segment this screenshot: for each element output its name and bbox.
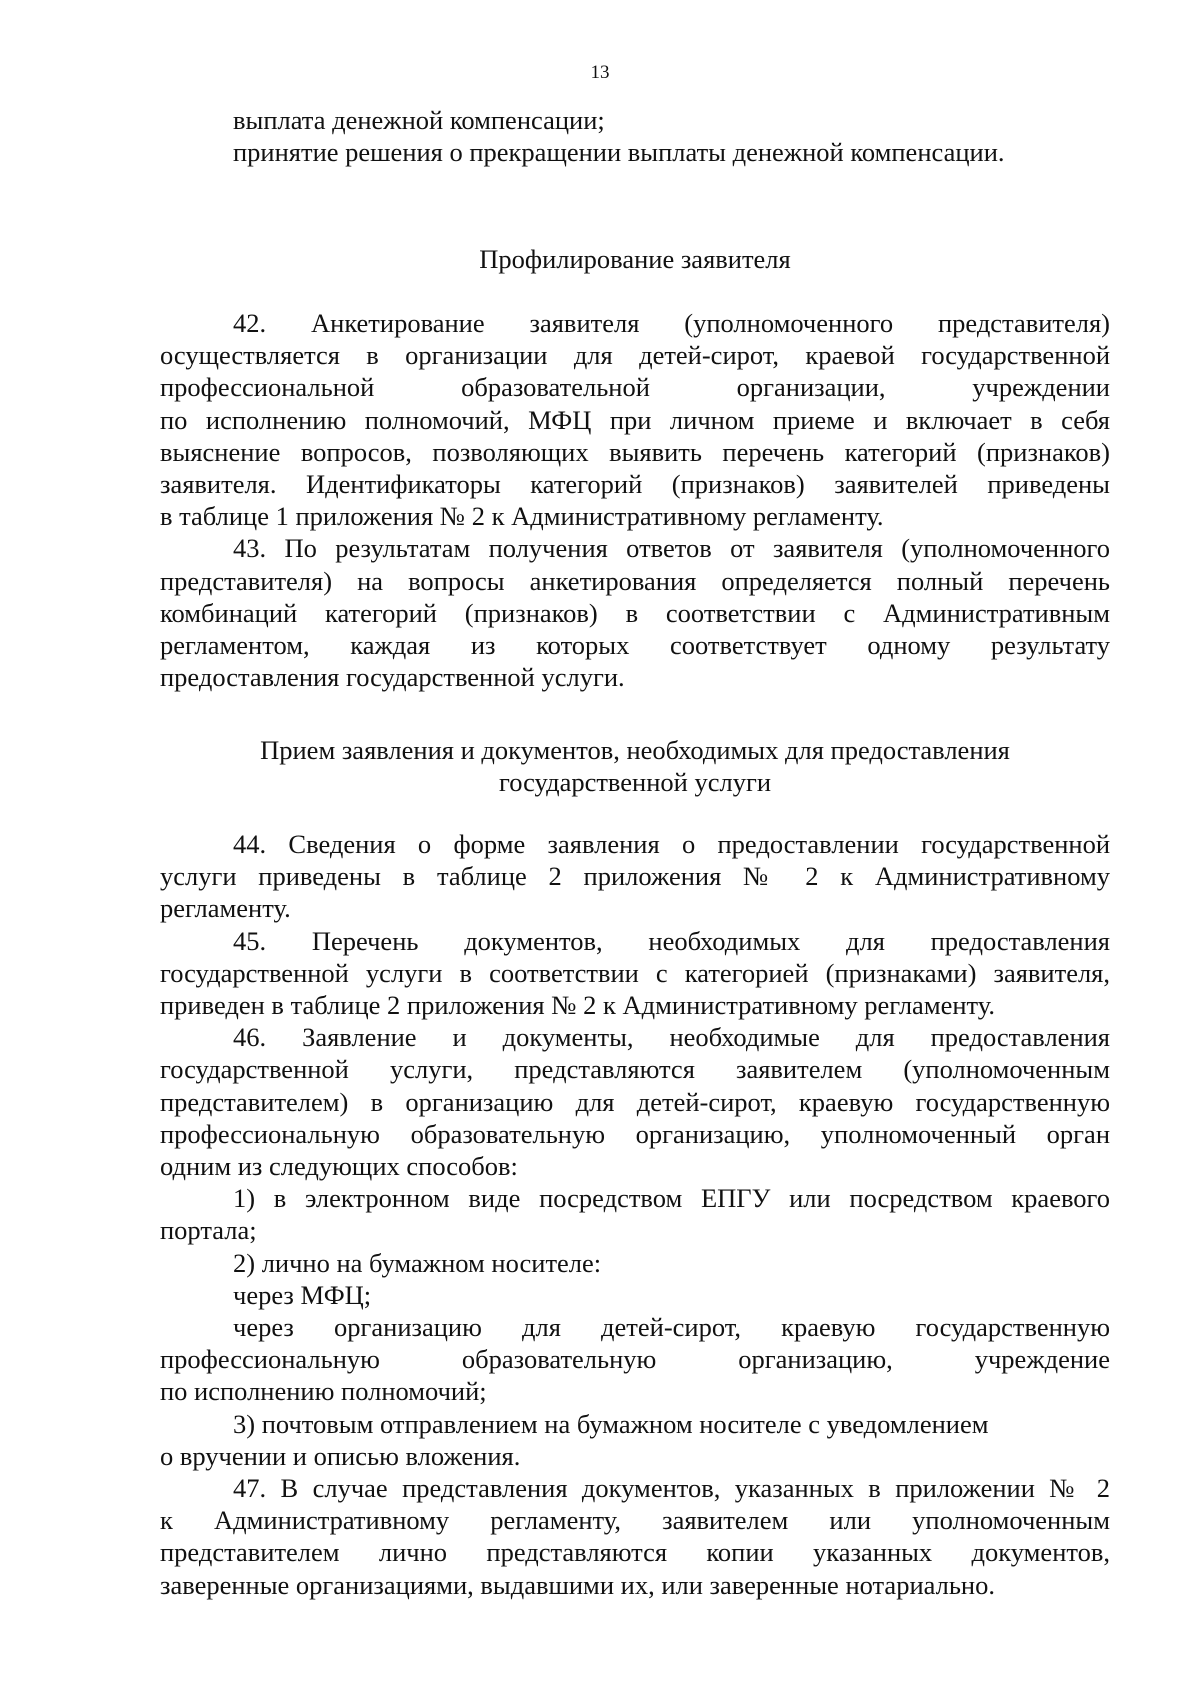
paragraph-line: одним из следующих способов: xyxy=(160,1151,518,1182)
paragraph-line: профессиональной образовательной организации, учреждении xyxy=(160,372,1110,403)
intro-line: выплата денежной компенсации; xyxy=(233,105,605,135)
section-title: государственной услуги xyxy=(498,767,772,798)
paragraph-line: в таблице 1 приложения № 2 к Административному регламенту. xyxy=(160,501,884,532)
paragraph-line: о вручении и описью вложения. xyxy=(160,1440,521,1471)
intro-block xyxy=(160,104,1110,168)
paragraph-line: государственной услуги в соответствии с категорией (признаками) заявителя, xyxy=(160,957,1110,988)
paragraph-line: представителя) на вопросы анкетирования определяется полный перечень xyxy=(160,565,1110,596)
paragraph-line: 43. По результатам получения ответов от заявителя (уполномоченного xyxy=(233,533,1110,564)
paragraph-line: приведен в таблице 2 приложения № 2 к Административному регламенту. xyxy=(160,990,995,1021)
paragraph-line: заявителя. Идентификаторы категорий (признаков) заявителей приведены xyxy=(160,469,1110,500)
paragraph-line: 46. Заявление и документы, необходимые для предоставления xyxy=(233,1022,1110,1053)
paragraph-line: представителем лично представляются копии указанных документов, xyxy=(160,1537,1110,1568)
paragraph-line: 45. Перечень документов, необходимых для предоставления xyxy=(233,925,1110,956)
paragraph-line: через МФЦ; xyxy=(233,1279,372,1310)
paragraph-line: заверенные организациями, выдавшими их, или заверенные нотариально. xyxy=(160,1569,995,1600)
paragraph-line: регламенту. xyxy=(160,893,291,924)
paragraph-line: представителем) в организацию для детей-сирот, краевую государственную xyxy=(160,1086,1110,1117)
section-body xyxy=(160,307,1110,693)
paragraph-line: через организацию для детей-сирот, краевую государственную xyxy=(233,1312,1110,1343)
paragraph-line: осуществляется в организации для детей-сирот, краевой государственной xyxy=(160,340,1110,371)
paragraph-line: государственной услуги, представляются заявителем (уполномоченным xyxy=(160,1054,1110,1085)
section-heading xyxy=(160,734,1110,798)
section-title: Прием заявления и документов, необходимых для предоставления xyxy=(260,735,1010,765)
section-title: Профилирование заявителя xyxy=(479,244,791,274)
paragraph-line: профессиональную образовательную организацию, уполномоченный орган xyxy=(160,1118,1110,1149)
paragraph-line: 47. В случае представления документов, указанных в приложении № 2 xyxy=(233,1473,1110,1504)
paragraph-line: профессиональную образовательную организацию, учреждение xyxy=(160,1344,1110,1375)
paragraph-line: 3) почтовым отправлением на бумажном носителе с уведомлением xyxy=(233,1408,989,1439)
paragraph-line: к Административному регламенту, заявителем или уполномоченным xyxy=(160,1505,1110,1536)
section-body xyxy=(160,828,1110,1601)
paragraph-line: по исполнению полномочий; xyxy=(160,1376,487,1407)
paragraph-line: 42. Анкетирование заявителя (уполномоченного представителя) xyxy=(233,308,1110,338)
paragraph-line: портала; xyxy=(160,1215,257,1246)
paragraph-line: регламентом, каждая из которых соответствует одному результату xyxy=(160,630,1110,661)
page-number: 13 xyxy=(590,62,610,83)
paragraph-line: 2) лично на бумажном носителе: xyxy=(233,1247,602,1278)
intro-line: принятие решения о прекращении выплаты денежной компенсации. xyxy=(233,137,1005,168)
paragraph-line: услуги приведены в таблице 2 приложения № 2 к Административному xyxy=(160,861,1110,892)
paragraph-line: по исполнению полномочий, МФЦ при личном приеме и включает в себя xyxy=(160,404,1110,435)
section-heading xyxy=(160,243,1110,275)
paragraph-line: 44. Сведения о форме заявления о предоставлении государственной xyxy=(233,829,1110,859)
paragraph-line: 1) в электронном виде посредством ЕПГУ или посредством краевого xyxy=(233,1183,1110,1214)
paragraph-line: выяснение вопросов, позволяющих выявить перечень категорий (признаков) xyxy=(160,436,1110,467)
paragraph-line: комбинаций категорий (признаков) в соответствии с Административным xyxy=(160,597,1110,628)
paragraph-line: предоставления государственной услуги. xyxy=(160,662,625,693)
